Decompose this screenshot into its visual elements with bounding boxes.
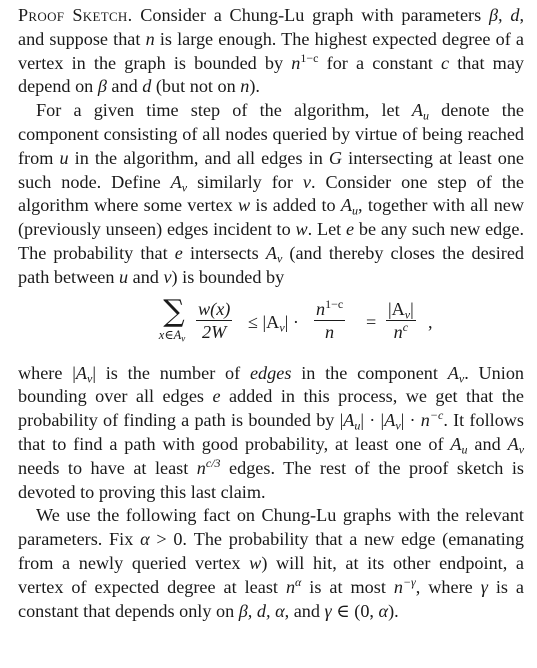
fraction-numerator: [386, 298, 416, 321]
p3-text: | · |: [360, 410, 385, 431]
p1-math: c: [441, 52, 450, 73]
fraction-result: [386, 298, 416, 343]
p2-text: similarly for: [187, 171, 303, 192]
p1-math: β: [97, 76, 107, 97]
p2-text: intersects: [182, 242, 266, 263]
p4-text: ∈ (0,: [331, 600, 379, 621]
p3-text: edges. The rest of the proof sketch is devoted to proving this last claim.: [18, 457, 524, 502]
p1-text: is large enough. The highest expected degree of a vertex in the graph is bounded by: [18, 28, 524, 73]
leq-term: [248, 311, 299, 335]
equation-body: [156, 293, 456, 354]
p4-text: , and: [284, 600, 325, 621]
result-denominator-exp: c: [402, 319, 409, 334]
p1-text: that may depend on: [18, 52, 524, 97]
p3-text: added in this process, we get that the probability of finding a path is bounded by |: [18, 386, 524, 431]
p3-text: where |: [18, 362, 76, 383]
p3-math: A: [75, 362, 87, 383]
p4-math: w: [249, 552, 262, 573]
fraction-degree: [314, 298, 345, 343]
proof-sketch-heading: Proof Sketch.: [18, 5, 133, 25]
p3-math: A: [384, 410, 396, 431]
p2-math: v: [163, 266, 172, 287]
summation: [156, 293, 192, 344]
p4-math: α: [378, 600, 389, 621]
p1-text: ).: [249, 76, 260, 97]
p2-text: , together with all new (previously unseen) edges incident to: [18, 195, 524, 240]
p3-subscript: u: [354, 418, 361, 433]
p3-text: . Union bounding over all edges: [18, 362, 525, 407]
result-numerator-close: |: [410, 298, 414, 319]
p4-math: γ: [480, 576, 488, 597]
p4-text: , where: [415, 576, 481, 597]
weight-numerator: w(x): [198, 298, 231, 319]
paragraph-3: [18, 362, 524, 505]
p3-math: A: [450, 433, 462, 454]
p1-text: (but not on: [151, 76, 241, 97]
p2-math: e: [346, 219, 355, 240]
p4-math: n: [393, 576, 403, 597]
p3-math: A: [343, 410, 355, 431]
p3-text: | is the number of: [92, 362, 250, 383]
summation-index-text: x∈A: [158, 327, 182, 342]
p2-text: ) is bounded by: [171, 266, 285, 287]
summation-index: [152, 328, 192, 342]
p4-text: is a constant that depends only on: [18, 576, 524, 621]
p2-math: w: [295, 219, 308, 240]
p3-math: A: [507, 433, 519, 454]
p3-subscript: v: [395, 418, 401, 433]
p2-subscript: u: [352, 203, 359, 218]
result-denominator-base: n: [393, 321, 403, 342]
p2-math: v: [302, 171, 311, 192]
equation-comma: ,: [428, 311, 433, 332]
p2-math: A: [170, 171, 182, 192]
p2-subscript: v: [276, 251, 283, 266]
p1-text: Consider a Chung-Lu graph with parameters: [132, 5, 489, 25]
fraction-numerator: [314, 298, 345, 321]
p2-text: denote the component consisting of all nodes queried by virtue of being reached from: [18, 100, 524, 168]
p3-emphasis: edges: [249, 362, 292, 383]
p4-text: ) will hit, at its other endpoint, a vertex of expected degree at least: [18, 552, 524, 597]
p3-subscript: v: [87, 371, 93, 386]
display-equation: [18, 292, 524, 358]
p4-text: We use the following fact on Chung-Lu graphs with the relevant parameters. Fix: [18, 505, 524, 550]
p1-math: n: [291, 52, 301, 73]
p4-text: > 0. The probability that a new edge (emanating from a newly queried vertex: [18, 529, 524, 573]
fraction-weight: [196, 298, 232, 343]
result-numerator-sub: v: [404, 307, 411, 322]
p3-subscript: v: [458, 371, 465, 386]
p2-math: e: [174, 242, 183, 263]
p1-text: and: [106, 76, 143, 97]
p3-text: . It follows that to find a path with good probability, at least one of: [18, 410, 524, 454]
degree-numerator-exp: 1−c: [325, 296, 344, 311]
equals-sign: =: [366, 311, 377, 332]
p2-text: in the algorithm, and all edges in: [68, 147, 329, 168]
p2-subscript: v: [181, 180, 188, 195]
summation-index-sub: v: [181, 333, 186, 344]
paragraph-2: [18, 99, 524, 289]
p1-text: , and suppose that: [18, 5, 524, 49]
p4-math: α: [140, 529, 150, 550]
p4-exponent: −γ: [402, 574, 416, 589]
paragraph-4: [18, 504, 524, 623]
p2-math: A: [265, 242, 277, 263]
p1-math: d: [142, 76, 152, 97]
p4-math: β, d, α: [238, 600, 285, 621]
p1-math: β, d: [488, 5, 520, 25]
p2-math: u: [119, 266, 129, 287]
p3-subscript: u: [461, 442, 468, 457]
p2-math: A: [340, 195, 353, 216]
p4-math: n: [285, 576, 296, 597]
p1-math: n: [145, 28, 155, 49]
p4-exponent: α: [295, 574, 302, 589]
result-numerator: |A: [388, 298, 405, 319]
p1-math: n: [240, 76, 250, 97]
p3-text: needs to have at least: [18, 457, 197, 478]
p2-math: w: [238, 195, 251, 216]
degree-numerator-base: n: [316, 298, 326, 319]
p3-exponent: c/3: [205, 455, 221, 470]
p3-math: n: [196, 457, 206, 478]
p4-math: γ: [324, 600, 332, 621]
fraction-denominator: [386, 321, 416, 343]
p3-text: in the component: [291, 362, 448, 383]
p3-subscript: v: [518, 442, 525, 457]
leq-subscript: v: [279, 320, 285, 335]
p2-math: A: [411, 100, 423, 121]
p2-text: . Let: [307, 219, 347, 240]
leq-close: | ·: [284, 311, 299, 332]
p3-math: e: [212, 386, 221, 407]
p3-math: n: [420, 410, 430, 431]
p2-text: is added to: [250, 195, 341, 216]
p2-math: G: [328, 147, 343, 168]
p3-math: A: [447, 362, 459, 383]
p2-text: . Consider one step of the algorithm where some vertex: [18, 171, 524, 216]
p1-exponent: 1−c: [300, 50, 319, 65]
p3-text: and: [467, 433, 508, 454]
p2-text: (and thereby closes the desired path between: [18, 242, 525, 287]
weight-denominator: 2W: [202, 321, 227, 342]
summation-sign: ∑: [163, 293, 185, 329]
fraction-denominator: [314, 321, 345, 343]
p2-math: u: [59, 147, 69, 168]
p2-subscript: u: [422, 108, 429, 123]
p2-text: and: [128, 266, 164, 287]
proof-sketch-section: [18, 4, 524, 623]
p2-text: be any such new edge. The probability that: [18, 219, 524, 263]
p4-text: is at most: [301, 576, 394, 597]
leq-text: ≤ |A: [248, 311, 280, 332]
p1-text: for a constant: [318, 52, 442, 73]
p3-text: | ·: [400, 410, 421, 431]
p2-text: For a given time step of the algorithm, let: [36, 100, 412, 121]
p3-exponent: −c: [429, 407, 444, 422]
fraction-denominator: [196, 321, 232, 343]
p2-text: intersecting at least one such node. Define: [18, 147, 524, 192]
paragraph-1: [18, 4, 524, 99]
p4-text: ).: [388, 600, 399, 621]
degree-denominator: n: [325, 321, 335, 342]
fraction-numerator: [196, 298, 232, 321]
